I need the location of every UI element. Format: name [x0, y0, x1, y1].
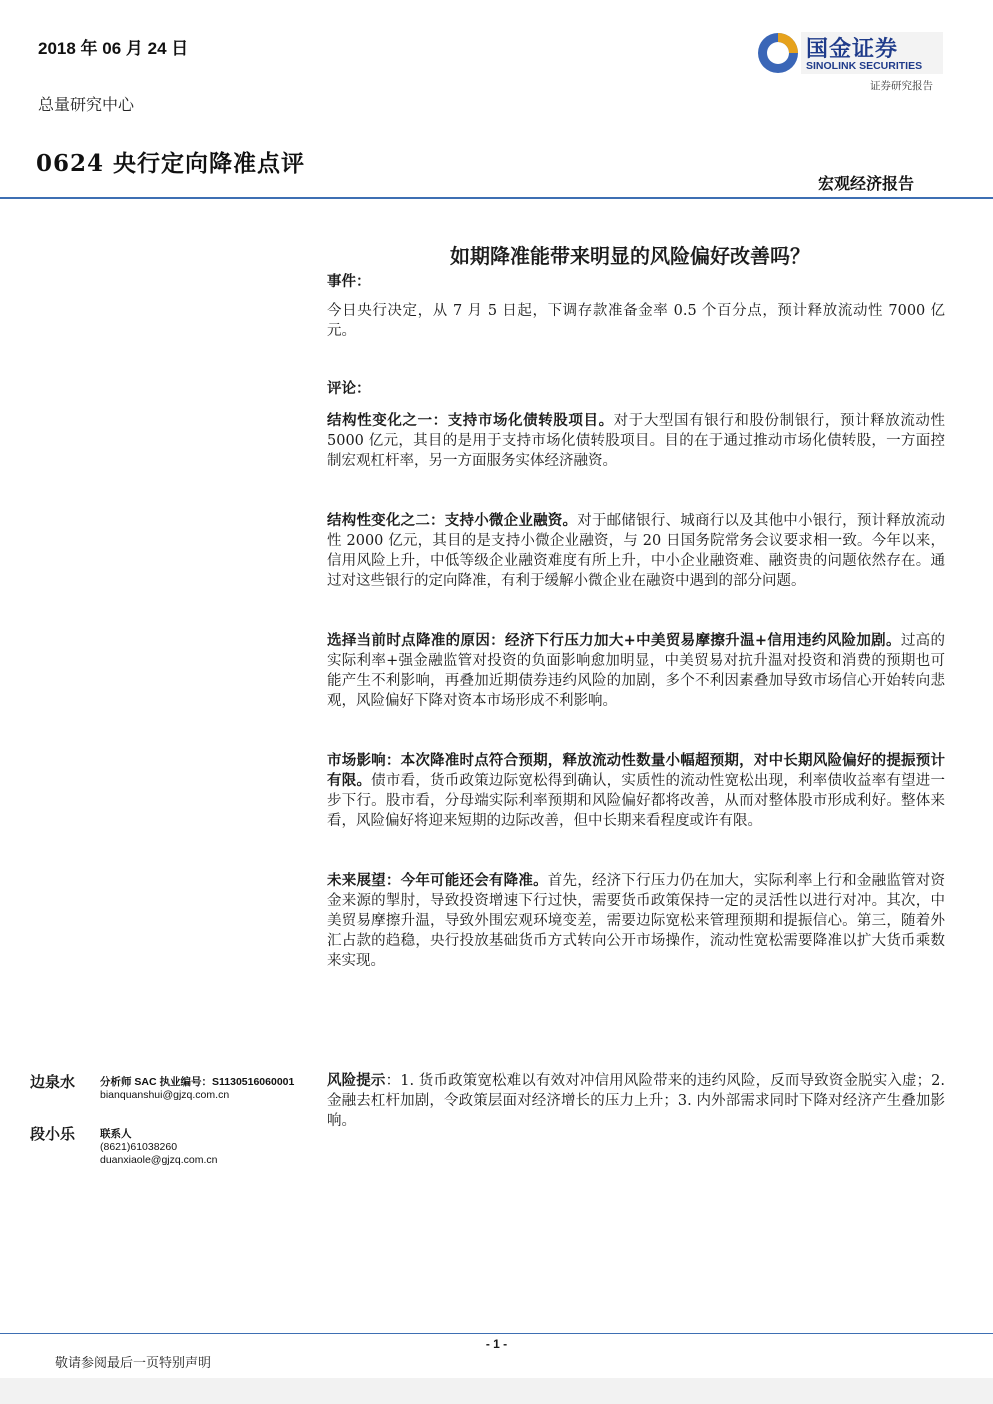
author-name: 边泉水: [30, 1073, 76, 1091]
risk-paragraph: [327, 1071, 945, 1131]
author-email[interactable]: duanxiaole@gjzq.com.cn: [100, 1154, 218, 1166]
paragraph-body: 过高的实际利率+强金融监管对投资的负面影响愈加明显，中美贸易对抗升温对投资和消费的预期也可能产生不利影响，再叠加近期债券违约风险的加剧，多个不利因素叠加导致市场信心开始转向悲观，风险偏好下降对资本市场形成不利影响。: [327, 633, 946, 709]
author-role: 分析师 SAC 执业编号：S1130516060001: [100, 1076, 295, 1088]
document-title: 0624 央行定向降准点评: [36, 150, 306, 177]
paragraph-body: 对于邮储银行、城商行以及其他中小银行，预计释放流动性 2000 亿元，其目的是支持小微企业融资，与 20 日国务院常务会议要求相一致。今年以来，信用风险上升，中低等级企业融资难度有所上升，中小企业融资难、融资贵的问题依然存在。通过对这些银行的定向降准，有利于缓解小微企业在融资中遇到的部分问题。: [327, 513, 946, 589]
logo-text-en: SINOLINK SECURITIES: [806, 60, 923, 72]
footer-divider: [0, 1333, 993, 1334]
author-name: 段小乐: [30, 1125, 76, 1143]
risk-warning: [327, 1071, 945, 1131]
comment-label: 评论：: [327, 380, 371, 397]
paragraph-body: 对于大型国有银行和股份制银行，预计释放流动性 5000 亿元，其目的是用于支持市场化债转股项目。目的在于通过推动市场化债转股，一方面控制宏观杠杆率，另一方面服务实体经济融资。: [327, 413, 946, 469]
paragraph-body: 首先，经济下行压力仍在加大，实际利率上行和金融监管对资金来源的掣肘，导致投资增速下行过快，需要货币政策保持一定的灵活性以进行对冲。其次，中美贸易摩擦升温，导致外围宏观环境变差，需要边际宽松来管理预期和提振信心。第三，随着外汇占款的趋稳，央行投放基础货币方式转向公开市场操作，流动性宽松需要降准以扩大货币乘数来实现。: [327, 873, 946, 969]
author-list: [30, 1071, 320, 1175]
author-entry: [30, 1071, 320, 1123]
risk-body: ：1. 货币政策宽松难以有效对冲信用风险带来的违约风险，反而导致资金脱实入虚；2. 金融去杠杆加剧，令政策层面对经济增长的压力上升；3. 内外部需求同时下降对经济产生叠加影响。: [327, 1073, 945, 1129]
paragraph-lead: 结构性变化之一：支持市场化债转股项目。: [327, 412, 614, 429]
comment-paragraph: [327, 871, 945, 971]
event-text: 今日央行决定，从 7 月 5 日起，下调存款准备金率 0.5 个百分点，预计释放流动性 7000 亿元。: [327, 303, 945, 339]
page-number: - 1 -: [485, 1337, 508, 1351]
paragraph-lead: 结构性变化之二：支持小微企业融资。: [327, 512, 578, 529]
header-divider: [0, 197, 993, 199]
bottom-band: [0, 1378, 993, 1404]
department: 总量研究中心: [38, 95, 135, 114]
author-entry: [30, 1123, 320, 1175]
main-content: [327, 270, 945, 971]
logo-text-cn: 国金证券: [806, 36, 899, 61]
paragraph-body: 债市看，货币政策边际宽松得到确认，实质性的流动性宽松出现，利率债收益率有望进一步下行。股市看，分母端实际利率预期和风险偏好都将改善，从而对整体股市形成利好。整体来看，风险偏好将迎来短期的边际改善，但中长期来看程度或许有限。: [327, 773, 946, 829]
author-role: 联系人: [100, 1128, 132, 1140]
disclaimer-note: 敬请参阅最后一页特别声明: [55, 1356, 212, 1371]
comment-paragraph: [327, 631, 945, 711]
comment-paragraph: [327, 751, 945, 831]
comment-paragraph: [327, 511, 945, 591]
headline: 如期降准能带来明显的风险偏好改善吗？: [450, 244, 810, 268]
risk-lead: 风险提示: [327, 1072, 386, 1089]
paragraph-lead: 选择当前时点降准的原因：经济下行压力加大+中美贸易摩擦升温+信用违约风险加剧。: [327, 632, 901, 649]
paragraph-lead: 市场影响：本次降准时点符合预期，释放流动性数量小幅超预期，对中长期风险偏好的提振预计有限。: [327, 752, 945, 789]
author-info: [100, 1128, 217, 1167]
report-type: 证券研究报告: [870, 80, 933, 92]
author-info: [100, 1076, 294, 1102]
author-phone: (8621)61038260: [100, 1141, 178, 1153]
event-label: 事件：: [327, 273, 371, 290]
comment-paragraph: [327, 411, 945, 471]
author-email[interactable]: bianquanshui@gjzq.com.cn: [100, 1089, 230, 1101]
report-category: 宏观经济报告: [818, 174, 915, 193]
paragraph-lead: 未来展望：今年可能还会有降准。: [327, 872, 548, 889]
report-date: 2018 年 06 月 24 日: [38, 39, 189, 58]
